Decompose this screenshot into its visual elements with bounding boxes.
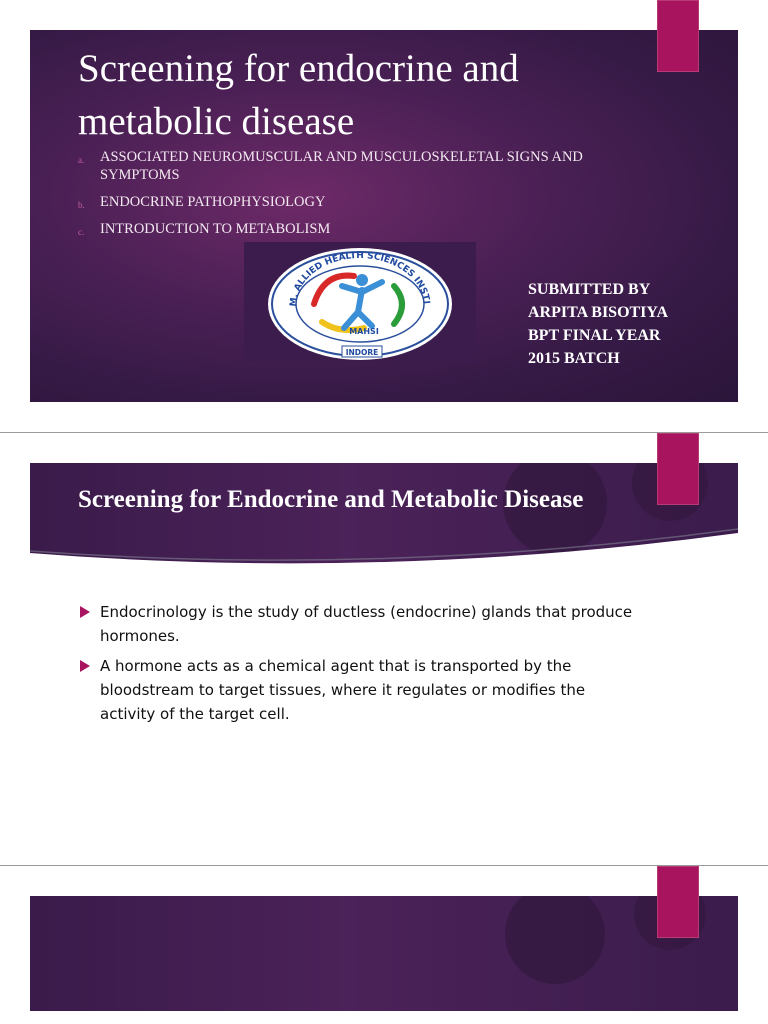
logo-abbr: MAHSI [349, 327, 379, 336]
slide2-title: Screening for Endocrine and Metabolic Disease [78, 486, 584, 513]
slide2-header [30, 463, 738, 578]
list-item [78, 148, 638, 184]
submitted-by-block [528, 278, 668, 370]
header-circles-icon [30, 463, 738, 578]
list-item [78, 600, 638, 648]
author-year: BPT FINAL YEAR [528, 327, 661, 344]
list-marker: c. [78, 227, 85, 237]
slide3-header [30, 896, 738, 1011]
list-item [78, 220, 638, 238]
list-item-text: ENDOCRINE PATHOPHYSIOLOGY [100, 194, 326, 210]
list-item [78, 193, 638, 211]
institute-logo [244, 242, 476, 362]
slide2-bullet-list [78, 600, 638, 732]
list-marker: a. [78, 155, 85, 165]
slide1-title: Screening for endocrine and metabolic disease [78, 47, 519, 143]
author-name: ARPITA BISOTIYA [528, 304, 669, 321]
bullet-text: Endocrinology is the study of ductless (endocrine) glands that produce hormones. [100, 603, 633, 645]
slide-divider [0, 865, 768, 866]
triangle-bullet-icon [80, 660, 90, 672]
title-slide [30, 30, 738, 402]
slide-divider [0, 432, 768, 433]
institute-logo-emblem-icon [244, 242, 476, 362]
header-circles-icon [30, 896, 738, 1011]
list-item-text: ASSOCIATED NEUROMUSCULAR AND MUSCULOSKELETAL SIGNS AND SYMPTOMS [100, 149, 583, 183]
slide3-accent-bar [657, 866, 699, 938]
slide1-topic-list [78, 148, 638, 247]
logo-ring-text: M. ALLIED HEALTH SCIENCES INSTI [288, 250, 431, 308]
bullet-text: A hormone acts as a chemical agent that is transported by the bloodstream to target tissues, where it regulates or modifies the activity of the target cell. [100, 657, 586, 723]
submitted-by-label: SUBMITTED BY [528, 281, 651, 298]
list-item [78, 654, 638, 726]
list-item-text: INTRODUCTION TO METABOLISM [100, 221, 331, 237]
logo-city: INDORE [345, 348, 379, 357]
slide2-accent-bar [657, 433, 699, 505]
list-marker: b. [78, 200, 85, 210]
triangle-bullet-icon [80, 606, 90, 618]
author-batch: 2015 BATCH [528, 350, 620, 367]
slide1-accent-bar [657, 0, 699, 72]
